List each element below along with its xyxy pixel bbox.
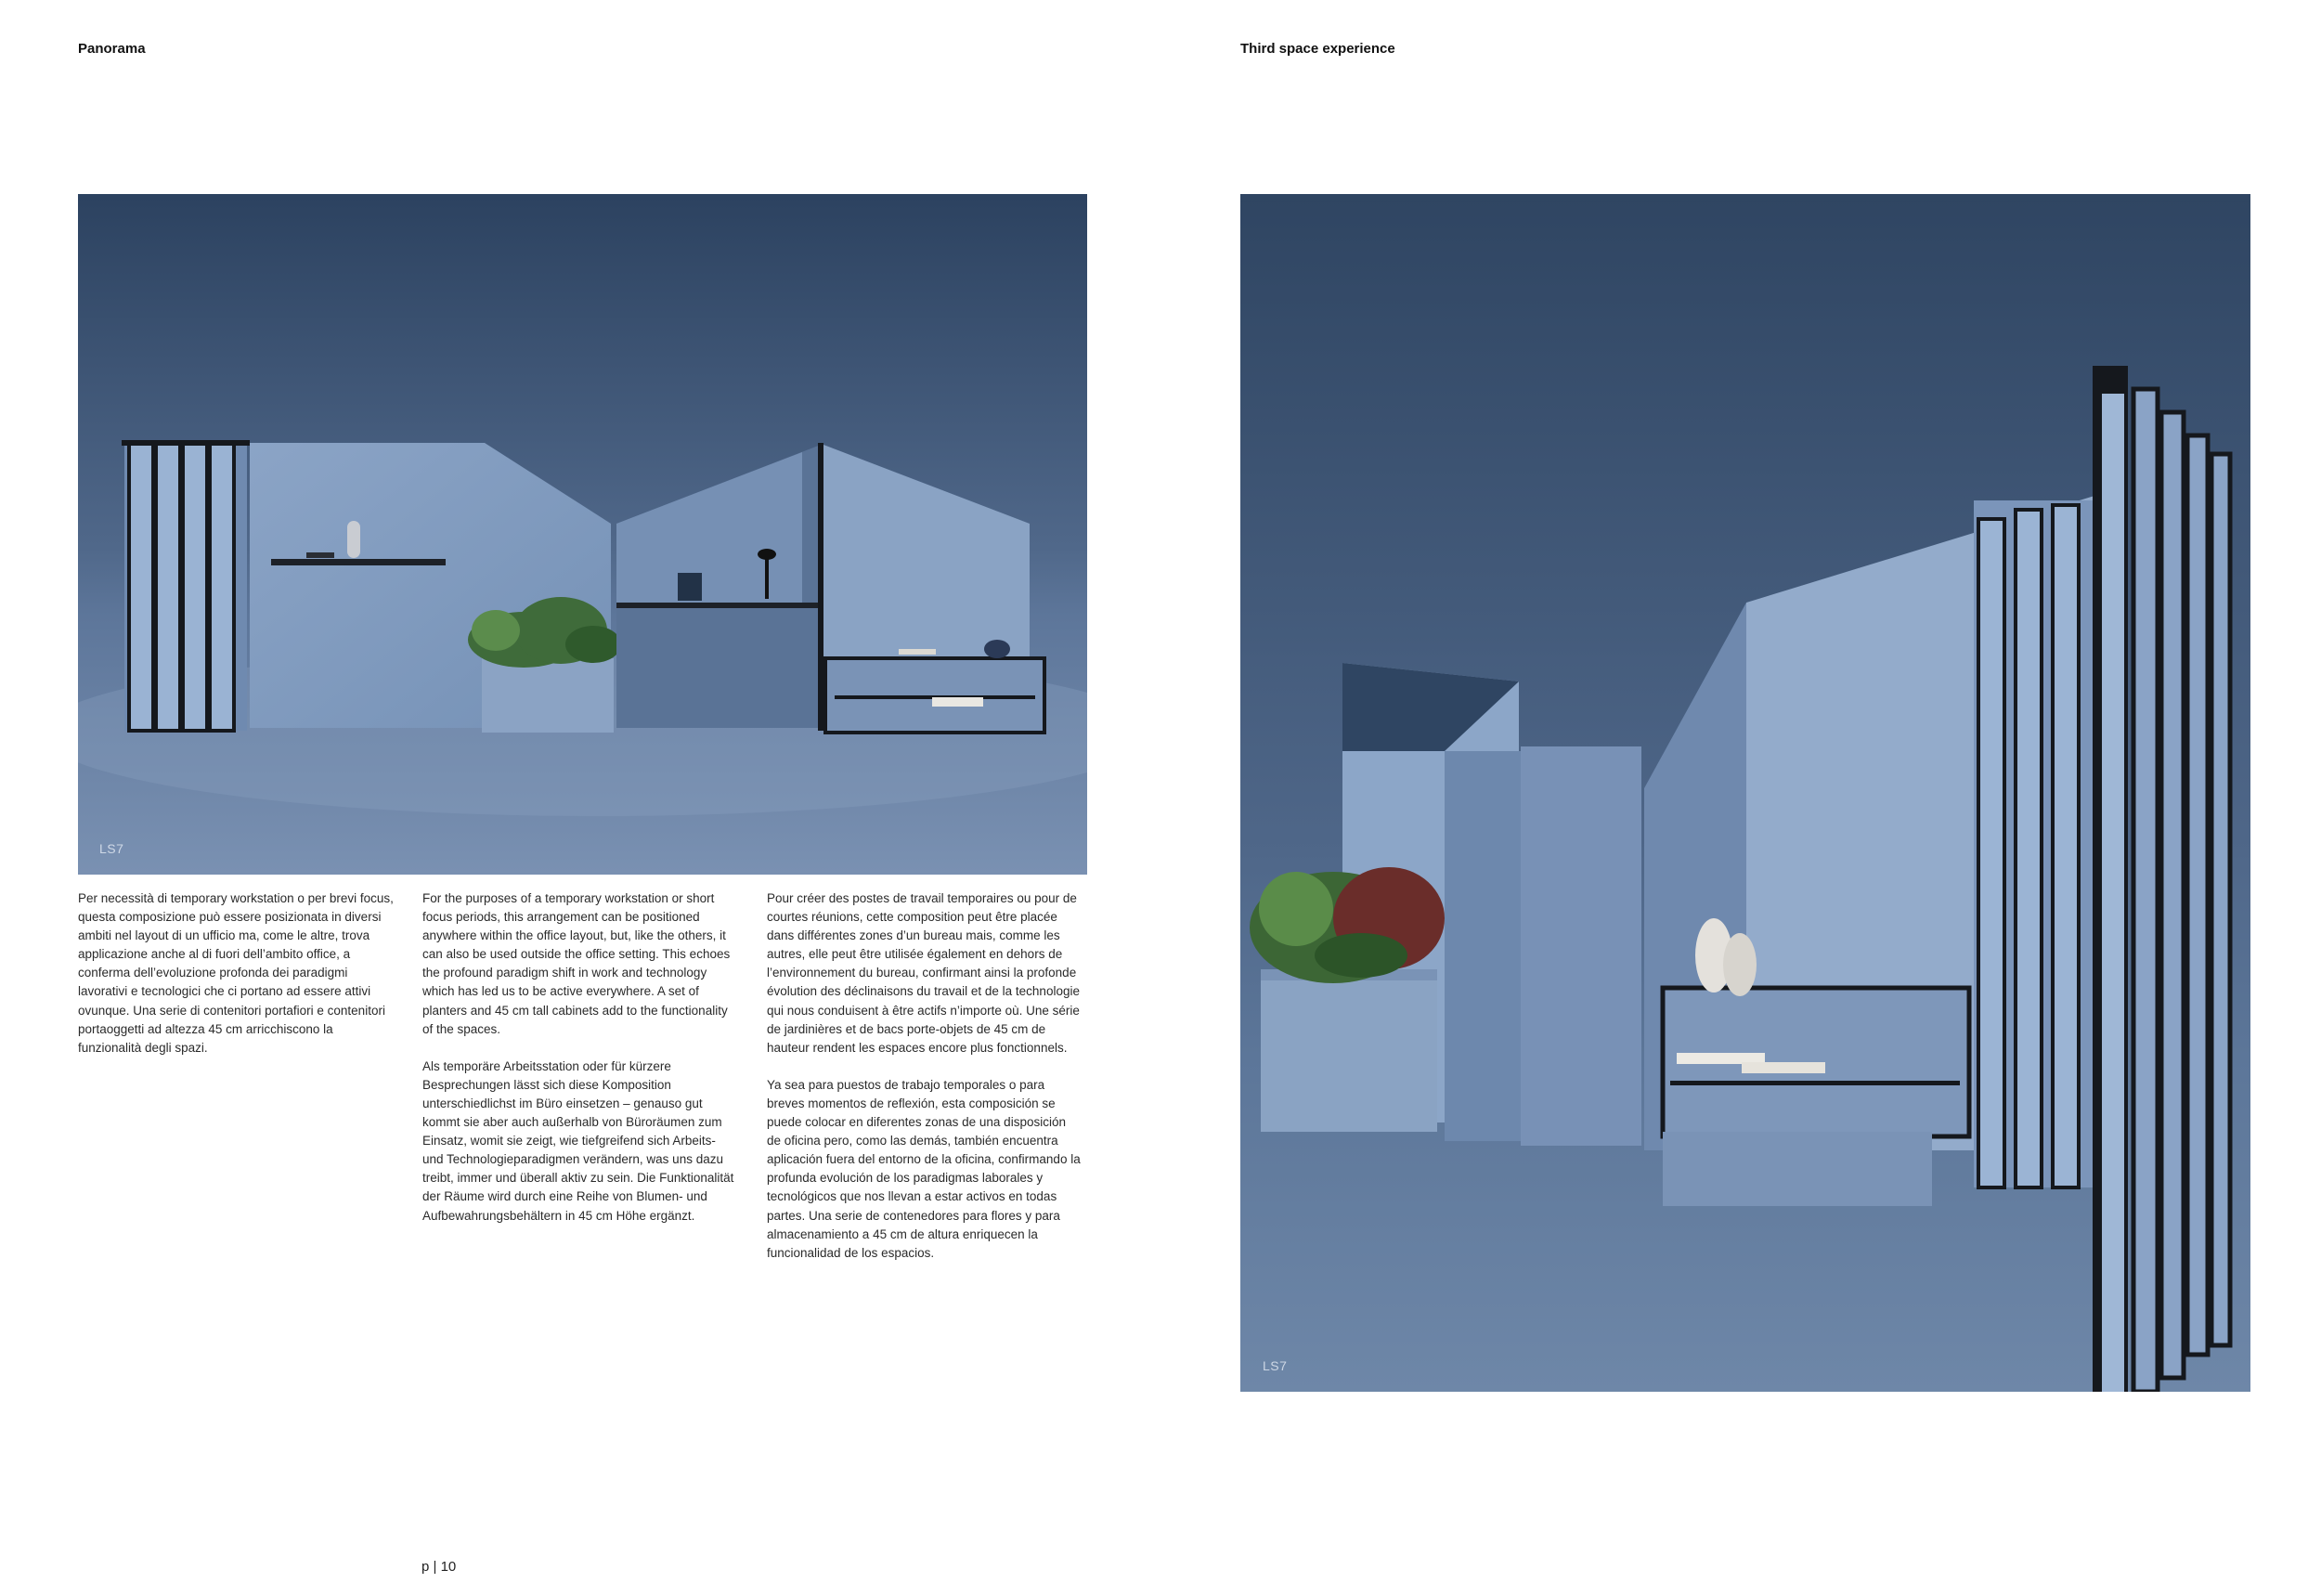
figure-caption: LS7 [99, 841, 124, 856]
figure-caption: LS7 [1263, 1358, 1288, 1373]
text-column-english-german [422, 889, 738, 1244]
product-photo-tall [1240, 194, 2250, 1392]
paragraph-english: For the purposes of a temporary workstation or short focus periods, this arrangement can be positioned anywhere within the office layout, but, like the others, it can also be used outside the office setting. This echoes the profound paradigm shift in work and technology which has led us to be active everywhere. A set of planters and 45 cm tall cabinets add to the functionality of the spaces. [422, 891, 731, 1036]
section-title-right: Third space experience [1240, 41, 1395, 57]
page-number: p | 10 [421, 1559, 457, 1575]
paragraph-italian: Per necessità di temporary workstation o per brevi focus, questa composizione può essere posizionata in diversi ambiti nel layout di un ufficio ma, come le altre, trova applicazione anche al di fuori dell’ambito office, a conferma dell’evoluzione profonda dei paradigmi lavorativi e tecnologici che ci portano ad essere attivi ovunque. Una serie di contenitori portafiori e contenitori portaoggetti ad altezza 45 cm arricchiscono la funzionalità degli spazi. [78, 891, 394, 1055]
paragraph-spanish: Ya sea para puestos de trabajo temporales o para breves momentos de reflexión, esta composición se puede colocar en diferentes zonas de una disposición de oficina pero, como las demás, también encuentra aplicación fuera del entorno de la oficina, confirmando la profunda evolución de los paradigmas laborales y tecnológicos que nos llevan a estar activos en todas partes. Una serie de contenedores para flores y para almacenamiento a 45 cm de altura enriquecen la funcionalidad de los espacios. [767, 1077, 1081, 1260]
paragraph-german: Als temporäre Arbeitsstation oder für kürzere Besprechungen lässt sich diese Komposition unterschiedlichst im Büro einsetzen – genauso gut kommt sie aber auch außerhalb von Büroräumen zum Einsatz, womit sie zeigt, wie tiefgreifend sich Arbeits- und Technologieparadigmen verändern, was uns dazu treibt, immer und überall aktiv zu sein. Die Funktionalität der Räume wird durch eine Reihe von Blumen- und Aufbewahrungsbehältern in 45 cm Höhe ergänzt. [422, 1058, 734, 1223]
section-title: Panorama [78, 41, 146, 57]
paragraph-french: Pour créer des postes de travail temporaires ou pour de courtes réunions, cette composition peut être placée dans différentes zones d’un bureau mais, comme les autres, elle peut être utilisée également en dehors de l’environnement du bureau, confirmant ainsi la profonde évolution des déclinaisons du travail et de la technologie qui nous conduisent à être actifs n’importe où. Une série de jardinières et de bacs porte-objets de 45 cm de hauteur rendent les espaces encore plus fonctionnels. [767, 891, 1080, 1055]
product-photo-wide [78, 194, 1087, 875]
text-column-french-spanish [767, 889, 1083, 1281]
furniture-render-tall [1240, 194, 2250, 1392]
furniture-render-wide [78, 194, 1087, 875]
text-column-italian [78, 889, 394, 1076]
